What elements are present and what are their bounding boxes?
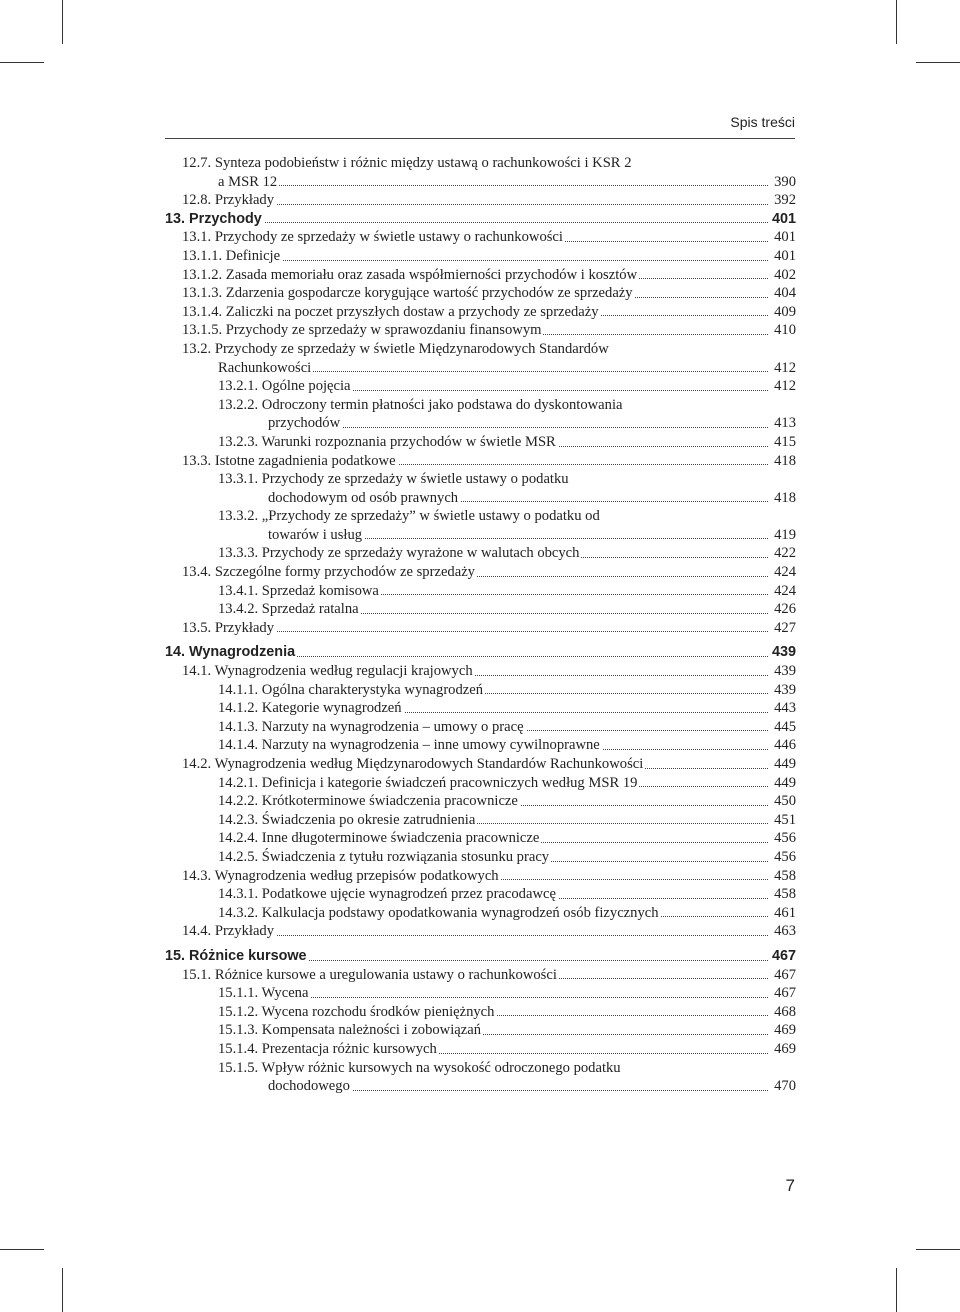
toc-entry-page: 449 — [774, 774, 796, 791]
toc-entry — [165, 452, 796, 471]
toc-entry-title: 14.2.3. Świadczenia po okresie zatrudnienia — [218, 811, 476, 828]
toc-entry-page: 427 — [774, 619, 796, 636]
toc-entry-page: 467 — [774, 966, 796, 983]
toc-entry — [165, 284, 796, 303]
toc-entry-title: 15.1.3. Kompensata należności i zobowiązań — [218, 1022, 482, 1039]
toc-entry-title: 15.1.1. Wycena — [218, 985, 309, 1002]
crop-mark — [0, 1249, 44, 1250]
toc-entry-title: 13.4.2. Sprzedaż ratalna — [218, 601, 359, 618]
toc-entry-title: 12.7. Synteza podobieństw i różnic między ustawą o rachunkowości i KSR 2 — [182, 155, 632, 171]
toc-entry-title: przychodów — [268, 415, 341, 432]
toc-entry-page: 419 — [774, 526, 796, 543]
toc-entry-title: 13.3.1. Przychody ze sprzedaży w świetle ustawy o podatku — [218, 471, 569, 488]
toc-entry — [165, 544, 796, 563]
toc-entry-title: 15.1.4. Prezentacja różnic kursowych — [218, 1040, 437, 1057]
toc-entry — [165, 359, 796, 378]
toc-entry — [165, 563, 796, 582]
toc-entry-page: 390 — [774, 173, 796, 190]
toc-entry-page: 458 — [774, 886, 796, 903]
toc-entry — [165, 736, 796, 755]
toc-entry — [165, 1003, 796, 1022]
toc-entry — [165, 885, 796, 904]
toc-entry-title: 14.3. Wynagrodzenia według przepisów podatkowych — [182, 867, 499, 884]
toc-entry-page: 418 — [774, 452, 796, 469]
table-of-contents — [165, 154, 796, 1096]
toc-entry-title: 14.1.4. Narzuty na wynagrodzenia – inne umowy cywilnoprawne — [218, 737, 600, 754]
toc-entry-title: towarów i usług — [268, 526, 363, 543]
toc-entry — [165, 1059, 796, 1078]
toc-entry — [165, 377, 796, 396]
toc-entry-page: 401 — [774, 229, 796, 246]
crop-mark — [0, 62, 44, 63]
crop-mark — [896, 1268, 897, 1312]
toc-entry-title: 13.4.1. Sprzedaż komisowa — [218, 582, 379, 599]
toc-entry-title: 15. Różnice kursowe — [165, 947, 307, 964]
toc-entry-page: 412 — [774, 359, 796, 376]
toc-entry-title: 14.1.2. Kategorie wynagrodzeń — [218, 700, 402, 717]
toc-entry-title: 14.2.2. Krótkoterminowe świadczenia pracownicze — [218, 793, 518, 810]
toc-entry-title: 14.4. Przykłady — [182, 923, 275, 940]
toc-entry — [165, 922, 796, 941]
toc-entry — [165, 600, 796, 619]
toc-entry — [165, 848, 796, 867]
toc-entry-page: 469 — [774, 1040, 796, 1057]
toc-entry-title: 13.1.5. Przychody ze sprzedaży w sprawozdaniu finansowym — [182, 322, 542, 339]
toc-entry-page: 456 — [774, 830, 796, 847]
toc-entry-page: 401 — [771, 210, 796, 227]
toc-entry — [165, 154, 796, 173]
toc-entry — [165, 755, 796, 774]
toc-entry-page: 463 — [774, 923, 796, 940]
toc-entry-title: 15.1.2. Wycena rozchodu środków pieniężnych — [218, 1003, 495, 1020]
toc-chapter — [165, 947, 796, 966]
toc-entry-page: 449 — [774, 756, 796, 772]
toc-entry-title: 14.2.4. Inne długoterminowe świadczenia pracownicze — [218, 830, 540, 847]
toc-entry — [165, 173, 796, 192]
dot-leader — [268, 427, 768, 428]
toc-entry — [165, 303, 796, 322]
toc-entry-page: 401 — [774, 247, 796, 264]
toc-entry-title: 13.1.3. Zdarzenia gospodarcze korygujące wartość przychodów ze sprzedaży — [182, 285, 633, 302]
toc-entry-title: 14.3.2. Kalkulacja podstawy opodatkowania wynagrodzeń osób fizycznych — [218, 904, 659, 921]
toc-entry-title: 15.1. Różnice kursowe a uregulowania ustawy o rachunkowości — [182, 966, 557, 983]
toc-entry-title: 13. Przychody — [165, 210, 262, 227]
toc-entry-title: 14.1.3. Narzuty na wynagrodzenia – umowy o pracę — [218, 718, 524, 735]
toc-entry-title: 13.1.2. Zasada memoriału oraz zasada współmierności przychodów i kosztów — [182, 266, 638, 283]
page-number: 7 — [785, 1176, 795, 1195]
toc-entry — [165, 699, 796, 718]
toc-entry-page: 392 — [774, 192, 796, 209]
toc-entry-page: 469 — [774, 1022, 796, 1039]
toc-entry-title: 13.1.1. Definicje — [182, 247, 281, 264]
toc-entry — [165, 191, 796, 210]
toc-entry — [165, 433, 796, 452]
toc-entry-page: 458 — [774, 867, 796, 884]
toc-entry — [165, 228, 796, 247]
toc-entry-title: 15.1.5. Wpływ różnic kursowych na wysokość odroczonego podatku — [218, 1059, 621, 1076]
toc-entry-title: 13.2.1. Ogólne pojęcia — [218, 378, 351, 395]
toc-entry-page: 402 — [774, 266, 796, 283]
toc-entry-page: 451 — [774, 811, 796, 828]
toc-entry — [165, 662, 796, 681]
toc-entry-page: 439 — [774, 681, 796, 698]
toc-entry-title: 13.3.2. „Przychody ze sprzedaży” w świetle ustawy o podatku od — [218, 508, 600, 525]
dot-leader — [218, 185, 768, 186]
toc-entry-title: 14.1.1. Ogólna charakterystyka wynagrodzeń — [218, 681, 484, 698]
toc-entry — [165, 1021, 796, 1040]
toc-entry — [165, 582, 796, 601]
toc-entry-title: 14.2.1. Definicja i kategorie świadczeń pracowniczych według MSR 19 — [218, 774, 638, 791]
toc-entry-page: 415 — [774, 433, 796, 450]
toc-entry-page: 424 — [774, 564, 796, 581]
toc-entry-title: 14.2. Wynagrodzenia według Międzynarodowych Standardów Rachunkowości — [182, 756, 644, 772]
toc-entry-page: 468 — [774, 1003, 796, 1020]
toc-entry-title: 13.4. Szczególne formy przychodów ze sprzedaży — [182, 564, 475, 581]
toc-entry-title: dochodowym od osób prawnych — [268, 489, 459, 506]
toc-entry-page: 439 — [771, 644, 796, 661]
toc-entry-title: dochodowego — [268, 1078, 350, 1095]
toc-entry-title: 13.2.2. Odroczony termin płatności jako podstawa do dyskontowania — [218, 396, 623, 413]
toc-entry — [165, 414, 796, 433]
crop-mark — [896, 0, 897, 44]
crop-mark — [916, 62, 960, 63]
crop-mark — [916, 1249, 960, 1250]
toc-entry-page: 467 — [774, 985, 796, 1002]
toc-chapter — [165, 643, 796, 662]
toc-entry — [165, 811, 796, 830]
toc-entry — [165, 1040, 796, 1059]
toc-entry — [165, 867, 796, 886]
toc-entry-page: 404 — [774, 285, 796, 302]
toc-entry-title: 14.2.5. Świadczenia z tytułu rozwiązania stosunku pracy — [218, 848, 550, 865]
toc-chapter — [165, 210, 796, 229]
toc-entry — [165, 966, 796, 985]
toc-entry — [165, 489, 796, 508]
toc-entry — [165, 507, 796, 526]
toc-entry-title: 13.5. Przykłady — [182, 619, 275, 636]
toc-entry-page: 418 — [774, 489, 796, 506]
toc-entry-page: 446 — [774, 737, 796, 754]
toc-entry-page: 424 — [774, 582, 796, 599]
toc-entry — [165, 718, 796, 737]
toc-entry — [165, 792, 796, 811]
toc-entry — [165, 247, 796, 266]
toc-entry-page: 426 — [774, 601, 796, 618]
toc-entry-title: 14.1. Wynagrodzenia według regulacji krajowych — [182, 663, 473, 680]
toc-entry-page: 461 — [774, 904, 796, 921]
toc-entry — [165, 526, 796, 545]
toc-entry — [165, 321, 796, 340]
toc-entry — [165, 681, 796, 700]
toc-entry-page: 443 — [774, 700, 796, 717]
toc-entry — [165, 774, 796, 793]
toc-entry-page: 450 — [774, 793, 796, 810]
toc-entry — [165, 619, 796, 638]
toc-entry — [165, 1077, 796, 1096]
toc-entry-title: 13.2. Przychody ze sprzedaży w świetle Międzynarodowych Standardów — [182, 340, 609, 357]
crop-mark — [62, 0, 63, 44]
toc-entry-page: 456 — [774, 848, 796, 865]
toc-entry-title: 13.2.3. Warunki rozpoznania przychodów w świetle MSR — [218, 433, 556, 450]
toc-entry-title: 14.3.1. Podatkowe ujęcie wynagrodzeń przez pracodawcę — [218, 886, 556, 903]
toc-entry-title: Rachunkowości — [218, 359, 312, 376]
toc-entry — [165, 340, 796, 359]
toc-entry-page: 467 — [771, 947, 796, 964]
toc-entry-page: 412 — [774, 378, 796, 395]
toc-entry-page: 409 — [774, 303, 796, 320]
toc-entry-title: 13.1. Przychody ze sprzedaży w świetle ustawy o rachunkowości — [182, 229, 563, 246]
toc-entry-title: 13.1.4. Zaliczki na poczet przyszłych dostaw a przychody ze sprzedaży — [182, 303, 599, 320]
header-rule — [165, 138, 795, 139]
toc-entry — [165, 470, 796, 489]
toc-entry-page: 410 — [774, 322, 796, 339]
toc-entry-page: 470 — [774, 1078, 796, 1095]
toc-entry-title: 13.3. Istotne zagadnienia podatkowe — [182, 452, 396, 469]
toc-entry-title: a MSR 12 — [218, 173, 278, 190]
toc-entry-page: 445 — [774, 718, 796, 735]
toc-entry-title: 12.8. Przykłady — [182, 192, 275, 209]
toc-entry — [165, 904, 796, 923]
crop-mark — [62, 1268, 63, 1312]
toc-entry — [165, 396, 796, 415]
toc-entry-title: 14. Wynagrodzenia — [165, 644, 296, 661]
toc-entry-title: 13.3.3. Przychody ze sprzedaży wyrażone w walutach obcych — [218, 545, 580, 562]
toc-entry-page: 422 — [774, 545, 796, 562]
toc-entry — [165, 829, 796, 848]
toc-entry-page: 413 — [774, 415, 796, 432]
toc-entry-page: 439 — [774, 663, 796, 680]
toc-entry — [165, 266, 796, 285]
running-header: Spis treści — [730, 114, 795, 130]
toc-entry — [165, 984, 796, 1003]
